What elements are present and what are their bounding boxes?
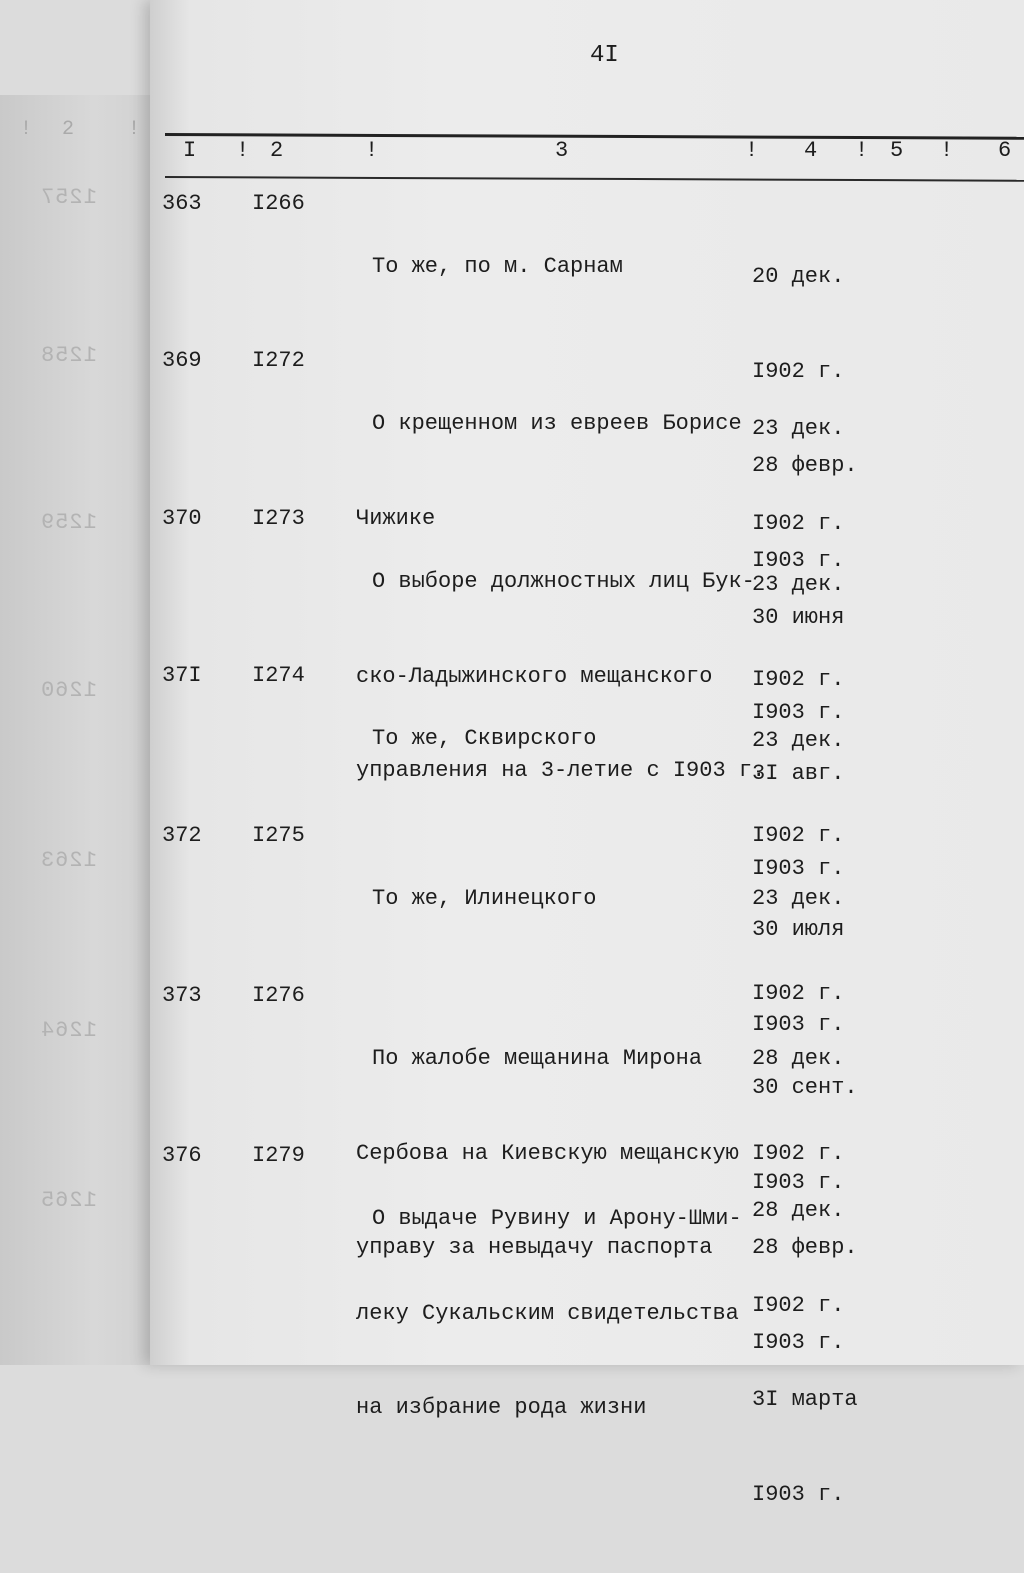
page-number: 4I — [590, 42, 619, 69]
record-title — [356, 820, 756, 978]
title-line: О крещенном из евреев Борисе — [372, 411, 742, 436]
old-number: I279 — [252, 1143, 305, 1168]
date-line: I903 г. — [752, 1169, 845, 1195]
date-line: 28 февр. — [752, 1235, 858, 1260]
title-line: Чижике — [356, 505, 436, 531]
date-line: I902 г. — [752, 358, 845, 384]
record-number: 372 — [162, 823, 202, 848]
header-col-1: I — [183, 138, 197, 163]
date-line: I902 г. — [752, 510, 845, 536]
previous-page-edge — [0, 95, 170, 1365]
record-title — [356, 188, 756, 346]
header-col-3: 3 — [555, 138, 569, 163]
date-line: I902 г. — [752, 1292, 845, 1318]
record-dates — [752, 1132, 858, 1573]
title-line: управления на 3-летие с I903 г. — [356, 758, 766, 783]
record-title — [356, 1140, 756, 1487]
title-line: То же, Сквирского — [372, 726, 597, 751]
title-line: управу за невыдачу паспорта — [356, 1235, 713, 1260]
record-number: 369 — [162, 348, 202, 373]
header-col-4: 4 — [804, 138, 818, 163]
under-page-number: 1265 — [40, 1188, 97, 1213]
date-line: 20 дек. — [752, 264, 845, 289]
date-line: I903 г. — [752, 1329, 845, 1355]
header-col-5: 5 — [890, 138, 904, 163]
record-number: 370 — [162, 506, 202, 531]
title-line: По жалобе мещанина Мирона — [372, 1046, 703, 1071]
date-line: 30 сент. — [752, 1075, 858, 1100]
header-separator: ! — [745, 138, 759, 163]
date-line: 23 дек. — [752, 416, 845, 441]
header-col-2: 2 — [270, 138, 284, 163]
date-line: I903 г. — [752, 855, 845, 881]
header-separator: ! — [855, 138, 869, 163]
under-page-number: 1264 — [40, 1018, 97, 1043]
old-number: I276 — [252, 983, 305, 1008]
date-line: I903 г. — [752, 1011, 845, 1037]
title-line: То же, Илинецкого — [372, 886, 597, 911]
title-line: О выдаче Рувину и Арону-Шми- — [372, 1206, 742, 1231]
date-line: 28 дек. — [752, 1198, 845, 1223]
record-number: 363 — [162, 191, 202, 216]
title-line: леку Сукальским свидетельства — [356, 1300, 739, 1326]
title-line: То же, по м. Сарнам — [372, 254, 623, 279]
date-line: I902 г. — [752, 1140, 845, 1166]
date-line: 28 февр. — [752, 453, 858, 478]
header-col-6: 6 — [998, 138, 1012, 163]
header-separator: ! — [236, 138, 250, 163]
title-line: на избрание рода жизни — [356, 1395, 647, 1420]
header-separator: ! — [940, 138, 954, 163]
date-line: 3I марта — [752, 1387, 858, 1412]
under-page-number: 1263 — [40, 848, 97, 873]
table-header — [0, 138, 1024, 178]
header-separator: ! — [365, 138, 379, 163]
old-number: I273 — [252, 506, 305, 531]
title-line: ско-Ладыжинского мещанского — [356, 663, 713, 689]
record-number: 376 — [162, 1143, 202, 1168]
old-number: I272 — [252, 348, 305, 373]
record-title — [356, 660, 766, 818]
under-page-number: 1257 — [40, 185, 97, 210]
record-number: 373 — [162, 983, 202, 1008]
old-number: I275 — [252, 823, 305, 848]
date-line: 28 дек. — [752, 1046, 845, 1071]
date-line: 30 июля — [752, 917, 845, 942]
date-line: 23 дек. — [752, 886, 845, 911]
under-page-number: 1260 — [40, 678, 97, 703]
date-line: 3I авг. — [752, 761, 845, 786]
date-line: 23 дек. — [752, 572, 845, 597]
under-page-number: 1259 — [40, 510, 97, 535]
under-page-number: 1258 — [40, 343, 97, 368]
date-line: I902 г. — [752, 666, 845, 692]
under-header-sep-1: ! — [20, 118, 33, 141]
record-number: 37I — [162, 663, 202, 688]
date-line: 30 июня — [752, 605, 845, 630]
under-header-col-2: 2 — [62, 118, 75, 141]
date-line: I902 г. — [752, 822, 845, 848]
under-header-sep-2: ! — [128, 118, 141, 141]
old-number: I266 — [252, 191, 305, 216]
old-number: I274 — [252, 663, 305, 688]
date-line: I903 г. — [752, 699, 845, 725]
title-line: О выборе должностных лиц Бук- — [372, 569, 755, 594]
date-line: I903 г. — [752, 1481, 845, 1507]
title-line: Сербова на Киевскую мещанскую — [356, 1140, 739, 1166]
date-line: I903 г. — [752, 547, 845, 573]
date-line: I902 г. — [752, 980, 845, 1006]
date-line: 23 дек. — [752, 728, 845, 753]
